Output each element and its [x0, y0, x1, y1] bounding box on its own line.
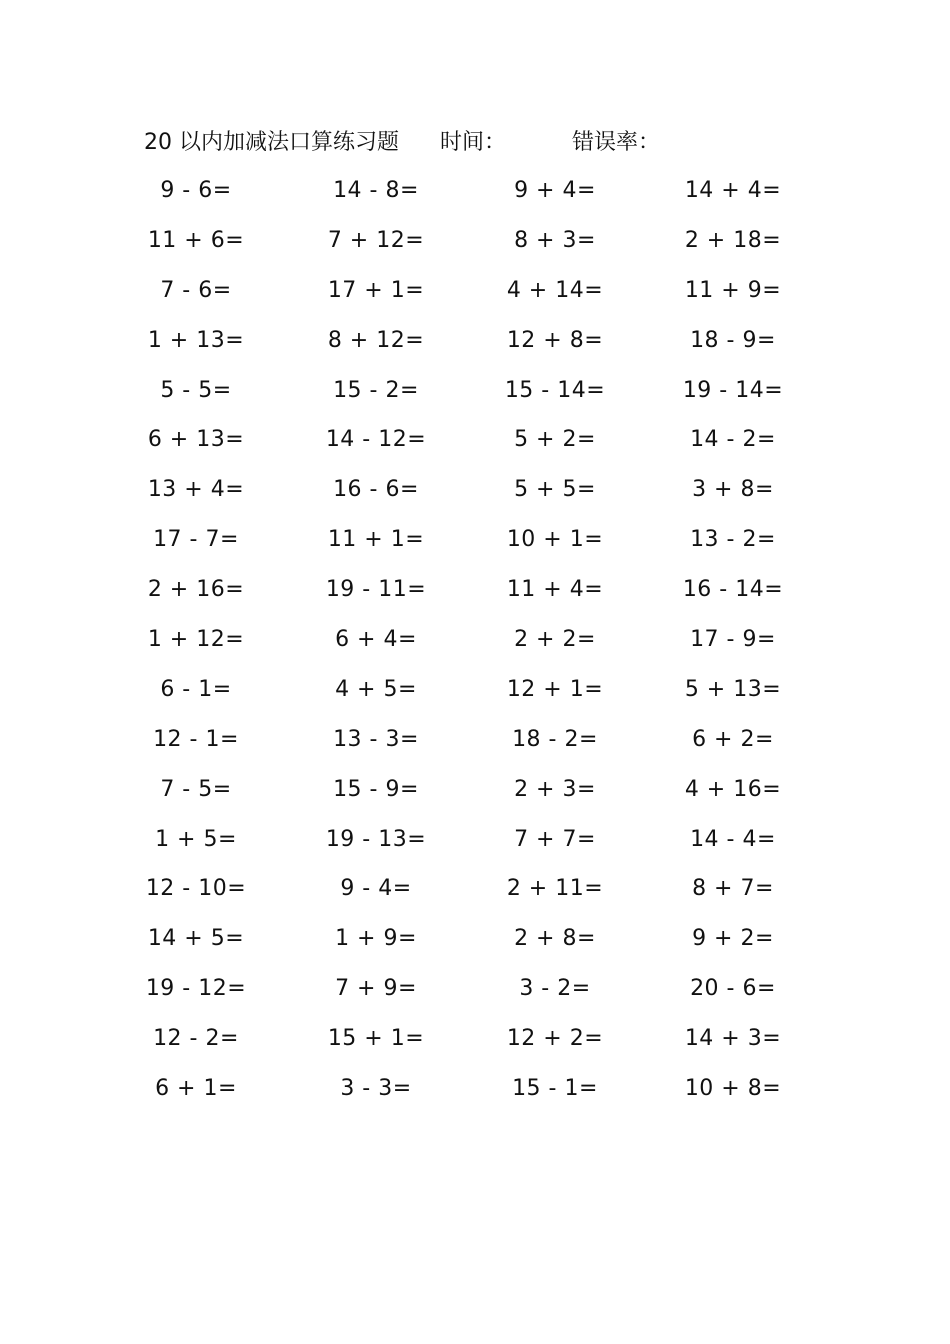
- worksheet-title: 20 以内加减法口算练习题: [144, 130, 399, 155]
- problem-item: 6 - 1=: [160, 676, 232, 702]
- problem-row: [0, 1071, 950, 1121]
- problem-item: 6 + 1=: [155, 1076, 237, 1102]
- problem-item: 10 + 1=: [506, 527, 604, 553]
- problem-item: 7 + 7=: [514, 826, 596, 852]
- problem-item: 13 - 2=: [690, 527, 776, 553]
- problem-row: [0, 522, 950, 572]
- error-rate-label: 错误率：: [572, 130, 661, 155]
- problem-item: 7 + 9=: [335, 976, 417, 1002]
- problem-item: 13 + 4=: [147, 477, 245, 503]
- problem-item: 19 - 11=: [325, 577, 427, 603]
- problem-row: [0, 173, 950, 223]
- problem-item: 8 + 7=: [692, 876, 774, 902]
- problem-item: 2 + 16=: [147, 577, 245, 603]
- problem-item: 19 - 14=: [682, 377, 784, 403]
- problem-item: 7 - 6=: [160, 277, 232, 303]
- problem-item: 14 - 12=: [325, 427, 427, 453]
- problem-item: 17 + 1=: [327, 277, 425, 303]
- problem-item: 5 + 2=: [514, 427, 596, 453]
- problem-row: [0, 472, 950, 522]
- problem-item: 13 - 3=: [333, 726, 419, 752]
- problem-item: 9 - 4=: [340, 876, 412, 902]
- problem-item: 1 + 5=: [155, 826, 237, 852]
- problem-row: [0, 772, 950, 822]
- problem-item: 19 - 13=: [325, 826, 427, 852]
- problem-item: 10 + 8=: [684, 1076, 782, 1102]
- problem-item: 14 + 5=: [147, 926, 245, 952]
- problem-item: 9 + 2=: [692, 926, 774, 952]
- problem-item: 4 + 14=: [506, 277, 604, 303]
- problem-item: 3 + 8=: [692, 477, 774, 503]
- problem-item: 6 + 4=: [335, 627, 417, 653]
- problem-item: 15 - 1=: [512, 1076, 598, 1102]
- problem-item: 15 - 14=: [504, 377, 606, 403]
- problem-item: 4 + 16=: [684, 776, 782, 802]
- problem-item: 19 - 12=: [145, 976, 247, 1002]
- problem-item: 12 - 2=: [153, 1026, 239, 1052]
- problem-item: 16 - 14=: [682, 577, 784, 603]
- problem-item: 6 + 13=: [147, 427, 245, 453]
- problem-row: [0, 1021, 950, 1071]
- problem-item: 4 + 5=: [335, 676, 417, 702]
- problem-item: 7 + 12=: [327, 227, 425, 253]
- problem-item: 14 + 4=: [684, 178, 782, 203]
- problem-row: [0, 622, 950, 672]
- problem-item: 2 + 18=: [684, 227, 782, 253]
- problem-item: 11 + 1=: [327, 527, 425, 553]
- problem-item: 5 + 5=: [514, 477, 596, 503]
- problem-item: 15 + 1=: [327, 1026, 425, 1052]
- problem-item: 11 + 4=: [506, 577, 604, 603]
- problem-item: 1 + 9=: [335, 926, 417, 952]
- problem-item: 17 - 7=: [153, 527, 239, 553]
- problem-row: [0, 223, 950, 273]
- problem-item: 7 - 5=: [160, 776, 232, 802]
- problem-item: 3 - 2=: [519, 976, 591, 1002]
- problem-item: 2 + 3=: [514, 776, 596, 802]
- problem-item: 1 + 13=: [147, 327, 245, 353]
- problem-item: 9 + 4=: [514, 178, 596, 203]
- problem-row: [0, 672, 950, 722]
- problem-row: [0, 572, 950, 622]
- problem-row: [0, 273, 950, 323]
- problem-item: 5 + 13=: [684, 676, 782, 702]
- problem-grid: [0, 173, 950, 1121]
- problem-item: 8 + 12=: [327, 327, 425, 353]
- problem-row: [0, 722, 950, 772]
- problem-item: 6 + 2=: [692, 726, 774, 752]
- problem-item: 3 - 3=: [340, 1076, 412, 1102]
- problem-item: 2 + 2=: [514, 627, 596, 653]
- problem-item: 14 + 3=: [684, 1026, 782, 1052]
- problem-row: [0, 323, 950, 373]
- time-label: 时间：: [440, 130, 507, 155]
- problem-item: 11 + 6=: [147, 227, 245, 253]
- problem-row: [0, 921, 950, 971]
- problem-item: 11 + 9=: [684, 277, 782, 303]
- problem-item: 2 + 11=: [506, 876, 604, 902]
- problem-item: 12 - 1=: [153, 726, 239, 752]
- problem-item: 18 - 9=: [690, 327, 776, 353]
- problem-item: 15 - 2=: [333, 377, 419, 403]
- problem-item: 12 - 10=: [145, 876, 247, 902]
- problem-row: [0, 871, 950, 921]
- problem-item: 16 - 6=: [333, 477, 419, 503]
- problem-item: 5 - 5=: [160, 377, 232, 403]
- problem-item: 12 + 2=: [506, 1026, 604, 1052]
- problem-item: 14 - 2=: [690, 427, 776, 453]
- problem-row: [0, 373, 950, 423]
- problem-item: 12 + 8=: [506, 327, 604, 353]
- problem-item: 12 + 1=: [506, 676, 604, 702]
- problem-row: [0, 971, 950, 1021]
- problem-item: 14 - 8=: [333, 178, 419, 203]
- problem-item: 2 + 8=: [514, 926, 596, 952]
- problem-row: [0, 422, 950, 472]
- problem-item: 17 - 9=: [690, 627, 776, 653]
- problem-item: 14 - 4=: [690, 826, 776, 852]
- problem-item: 8 + 3=: [514, 227, 596, 253]
- problem-item: 9 - 6=: [160, 178, 232, 203]
- problem-item: 15 - 9=: [333, 776, 419, 802]
- problem-item: 20 - 6=: [690, 976, 776, 1002]
- problem-item: 1 + 12=: [147, 627, 245, 653]
- problem-row: [0, 822, 950, 872]
- problem-item: 18 - 2=: [512, 726, 598, 752]
